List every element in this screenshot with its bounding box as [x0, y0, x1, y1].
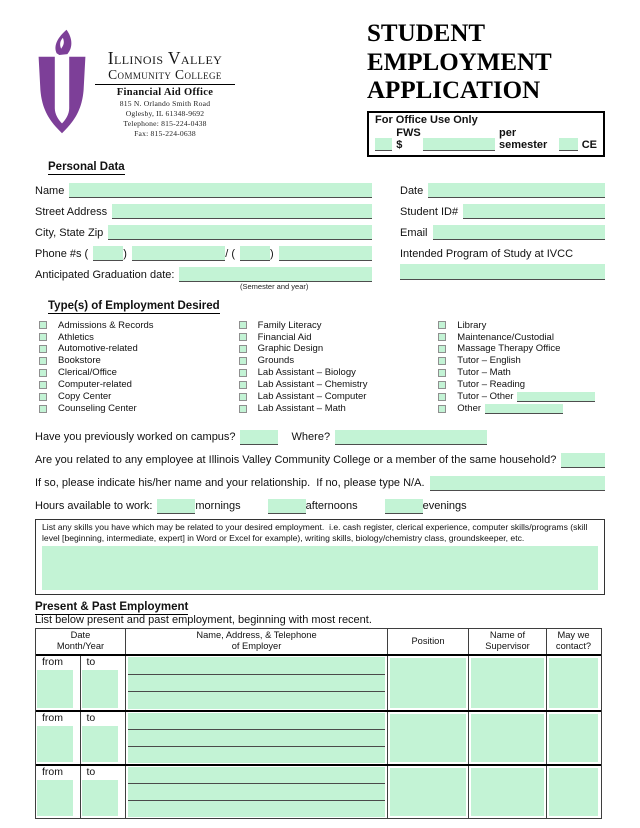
checkbox-icon[interactable] — [239, 381, 247, 389]
to-date-field[interactable] — [82, 726, 119, 762]
graduation-date-label: Anticipated Graduation date: — [35, 268, 175, 281]
employer-info-field[interactable] — [128, 800, 385, 817]
supervisor-field[interactable] — [471, 768, 544, 816]
mornings-field[interactable] — [157, 499, 195, 514]
employment-type-label: Automotive-related — [58, 343, 138, 355]
date-cell — [36, 712, 126, 764]
employment-type-item — [239, 355, 439, 367]
employer-info-field[interactable] — [128, 713, 385, 729]
from-date-field[interactable] — [37, 726, 73, 762]
personal-data-heading: Personal Data — [48, 160, 125, 173]
employment-history-table — [35, 628, 602, 819]
checkbox-icon[interactable] — [239, 333, 247, 341]
supervisor-cell — [469, 656, 547, 710]
checkbox-icon[interactable] — [239, 357, 247, 365]
employment-type-item — [438, 343, 605, 355]
relationship-text: If so, please indicate his/her name and your relationship. If no, please type N/A. — [35, 476, 425, 489]
fws-amount-field[interactable] — [423, 138, 495, 151]
employment-type-item — [239, 403, 439, 415]
evenings-field[interactable] — [385, 499, 423, 514]
employment-type-label: Athletics — [58, 331, 94, 343]
column-header — [547, 629, 600, 654]
employer-cell — [126, 656, 388, 710]
graduation-date-field[interactable] — [179, 267, 372, 282]
position-cell — [388, 656, 469, 710]
name-field[interactable] — [69, 183, 372, 198]
position-field[interactable] — [390, 768, 466, 816]
where-field[interactable] — [335, 430, 487, 445]
personal-data-section — [35, 161, 605, 293]
employment-type-label: Family Literacy — [257, 319, 322, 331]
employment-type-label: Maintenance/Custodial — [457, 331, 554, 343]
checkbox-icon[interactable] — [39, 381, 47, 389]
employment-type-item — [438, 367, 605, 379]
column-header-line2: Month/Year — [56, 641, 105, 652]
employment-type-item — [39, 403, 239, 415]
employment-type-column — [239, 320, 439, 415]
date-label: Date — [400, 184, 424, 197]
from-label: from — [42, 655, 63, 668]
ce-check-field[interactable] — [559, 138, 578, 151]
from-date-field[interactable] — [37, 670, 73, 708]
checkbox-icon[interactable] — [39, 345, 47, 353]
employment-type-item — [438, 391, 605, 403]
employment-type-item — [39, 379, 239, 391]
checkbox-icon[interactable] — [239, 321, 247, 329]
employment-type-label: Library — [457, 319, 487, 331]
employment-type-label: Lab Assistant – Biology — [257, 367, 356, 379]
employment-type-item — [239, 367, 439, 379]
date-subcell — [36, 712, 81, 764]
page-header — [35, 20, 605, 157]
employment-types-section — [35, 300, 605, 415]
phone2-number-field[interactable] — [279, 246, 372, 261]
employment-type-label: Counseling Center — [58, 402, 137, 414]
contact-field[interactable] — [549, 768, 598, 816]
employment-type-label: Tutor – Math — [457, 367, 511, 379]
checkbox-icon[interactable] — [438, 333, 446, 341]
from-label: from — [42, 765, 63, 778]
fws-label: FWS $ — [396, 126, 421, 151]
checkbox-icon[interactable] — [239, 393, 247, 401]
phone1-area-code-field[interactable] — [93, 246, 123, 261]
checkbox-icon[interactable] — [39, 321, 47, 329]
employment-type-label: Graphic Design — [257, 343, 324, 355]
employer-cell — [126, 766, 388, 818]
employment-type-item — [39, 331, 239, 343]
employment-row — [36, 656, 601, 710]
checkbox-icon[interactable] — [39, 333, 47, 341]
employment-type-item — [39, 391, 239, 403]
evenings-label: evenings — [422, 499, 467, 512]
address-line3: Telephone: 815-224-0438 — [123, 118, 207, 128]
phone-paren2: ) — [270, 247, 274, 260]
employer-info-field[interactable] — [128, 767, 385, 783]
date-subcell — [81, 766, 126, 818]
address-line4: Fax: 815-224-0638 — [134, 128, 196, 138]
address-line2: Oglesby, IL 61348-9692 — [125, 108, 205, 118]
checkbox-icon[interactable] — [438, 369, 446, 377]
employment-type-item — [438, 379, 605, 391]
employment-type-item — [239, 379, 439, 391]
employment-type-label: Tutor – Other — [457, 391, 514, 403]
contact-cell — [547, 766, 600, 818]
column-header — [388, 629, 469, 654]
column-header-line2: contact? — [555, 641, 592, 652]
column-header-line1: Position — [411, 635, 445, 646]
employment-type-item — [438, 355, 605, 367]
employment-type-item — [39, 355, 239, 367]
date-subcell — [36, 656, 81, 710]
phone1-number-field[interactable] — [132, 246, 225, 261]
employment-type-item — [438, 403, 605, 415]
employment-type-item — [239, 343, 439, 355]
employment-type-label: Copy Center — [58, 391, 112, 403]
position-cell — [388, 712, 469, 764]
checkbox-icon[interactable] — [39, 405, 47, 413]
program-of-study-label: Intended Program of Study at IVCC — [400, 247, 574, 260]
table-body — [36, 656, 601, 818]
checkbox-icon[interactable] — [438, 405, 446, 413]
supervisor-field[interactable] — [471, 714, 544, 762]
relationship-field[interactable] — [430, 476, 605, 491]
college-name-block — [95, 28, 235, 157]
student-id-field[interactable] — [463, 204, 605, 219]
student-id-label: Student ID# — [400, 205, 459, 218]
phone2-area-code-field[interactable] — [240, 246, 270, 261]
column-header — [469, 629, 547, 654]
where-label: Where? — [291, 430, 331, 443]
employment-type-label: Grounds — [257, 355, 295, 367]
employment-type-column — [438, 320, 605, 415]
hours-available-question — [35, 491, 605, 514]
phone-separator: / ( — [225, 247, 235, 260]
employment-type-item — [239, 391, 439, 403]
employment-type-other-field[interactable] — [517, 392, 595, 402]
previous-campus-question — [35, 422, 605, 445]
to-label: to — [86, 655, 96, 668]
employment-type-label: Computer-related — [58, 379, 132, 391]
employment-type-item — [239, 320, 439, 332]
relationship-question — [35, 468, 605, 491]
employer-info-field[interactable] — [128, 657, 385, 674]
employment-type-column — [39, 320, 239, 415]
column-header-line2: Supervisor — [485, 641, 530, 652]
employment-type-other-field[interactable] — [485, 404, 563, 414]
title-block — [367, 20, 605, 157]
department-name: Financial Aid Office — [116, 86, 214, 98]
from-label: from — [42, 711, 63, 724]
to-label: to — [86, 711, 96, 724]
employment-type-item — [39, 320, 239, 332]
skills-box — [35, 519, 605, 595]
street-address-label: Street Address — [35, 205, 108, 218]
checkbox-icon[interactable] — [39, 393, 47, 401]
college-name-line1: Illinois Valley — [107, 48, 223, 68]
afternoons-field[interactable] — [268, 499, 306, 514]
employer-info-field[interactable] — [128, 783, 385, 800]
contact-field[interactable] — [549, 714, 598, 762]
to-date-field[interactable] — [82, 670, 119, 708]
column-header — [126, 629, 388, 654]
column-header-line1: May we — [557, 629, 590, 640]
employment-type-label: Bookstore — [58, 355, 101, 367]
checkbox-icon[interactable] — [239, 345, 247, 353]
questions-section — [35, 422, 605, 514]
email-label: Email — [400, 226, 428, 239]
date-subcell — [81, 712, 126, 764]
related-employee-field[interactable] — [561, 453, 605, 468]
employment-type-label: Other — [457, 402, 482, 414]
mornings-label: mornings — [195, 499, 241, 512]
semester-year-note: (Semester and year) — [240, 281, 309, 291]
date-subcell — [81, 656, 126, 710]
employment-history-section — [35, 601, 605, 819]
date-cell — [36, 766, 126, 818]
employment-row — [36, 764, 601, 818]
employment-row — [36, 710, 601, 764]
form-title: STUDENT EMPLOYMENT APPLICATION — [367, 20, 552, 104]
employment-type-label: Financial Aid — [257, 331, 312, 343]
related-employee-question — [35, 445, 605, 468]
column-header-line1: Name, Address, & Telephone — [196, 629, 317, 640]
checkbox-icon[interactable] — [438, 321, 446, 329]
phone-row — [35, 240, 372, 261]
related-employee-text: Are you related to any employee at Illinois Valley Community College or a member of the same household? — [35, 453, 557, 466]
employment-type-item — [39, 343, 239, 355]
previous-campus-text: Have you previously worked on campus? — [35, 430, 236, 443]
employment-type-label: Lab Assistant – Math — [257, 402, 346, 414]
employment-types-heading: Type(s) of Employment Desired — [48, 299, 220, 312]
employment-type-item — [239, 331, 439, 343]
employment-type-label: Tutor – English — [457, 355, 521, 367]
street-address-field[interactable] — [112, 204, 372, 219]
employment-type-label: Lab Assistant – Chemistry — [257, 379, 368, 391]
college-name-line2: Community College — [95, 68, 235, 85]
previous-campus-field[interactable] — [240, 430, 278, 445]
employment-history-subtitle: List below present and past employment, beginning with most recent. — [35, 613, 372, 626]
position-field[interactable] — [390, 658, 466, 708]
employment-type-item — [438, 331, 605, 343]
afternoons-label: afternoons — [305, 499, 358, 512]
supervisor-cell — [469, 712, 547, 764]
program-of-study-field[interactable] — [400, 264, 605, 280]
employment-history-heading: Present & Past Employment — [35, 600, 189, 613]
skills-input-area[interactable] — [42, 546, 598, 590]
from-date-field[interactable] — [37, 780, 73, 816]
checkbox-icon[interactable] — [438, 393, 446, 401]
email-field[interactable] — [433, 225, 605, 240]
contact-cell — [547, 712, 600, 764]
to-label: to — [86, 765, 96, 778]
position-cell — [388, 766, 469, 818]
office-use-check-field[interactable] — [375, 138, 392, 151]
employment-type-columns — [35, 320, 605, 415]
checkbox-icon[interactable] — [239, 369, 247, 377]
contact-cell — [547, 656, 600, 710]
position-field[interactable] — [390, 714, 466, 762]
date-field[interactable] — [428, 183, 605, 198]
shield-torch-icon — [35, 28, 89, 136]
ce-label: CE — [581, 138, 597, 151]
employment-type-label: Tutor – Reading — [457, 379, 526, 391]
office-use-line — [375, 127, 597, 151]
column-header — [36, 629, 126, 654]
supervisor-cell — [469, 766, 547, 818]
office-use-box — [367, 111, 605, 157]
city-state-zip-field[interactable] — [108, 225, 372, 240]
employer-info-field[interactable] — [128, 691, 385, 709]
employment-type-label: Massage Therapy Office — [457, 343, 561, 355]
checkbox-icon[interactable] — [239, 405, 247, 413]
checkbox-icon[interactable] — [438, 381, 446, 389]
table-header-row — [36, 629, 601, 656]
date-subcell — [36, 766, 81, 818]
employer-info-field[interactable] — [128, 729, 385, 746]
employer-info-field[interactable] — [128, 674, 385, 692]
employer-cell — [126, 712, 388, 764]
name-label: Name — [35, 184, 65, 197]
per-semester-label: per semester — [499, 126, 548, 151]
column-header-line1: Date — [70, 629, 91, 640]
date-cell — [36, 656, 126, 710]
contact-field[interactable] — [549, 658, 598, 708]
checkbox-icon[interactable] — [438, 357, 446, 365]
employment-type-label: Admissions & Records — [58, 319, 154, 331]
to-date-field[interactable] — [82, 780, 119, 816]
phone-paren1: ) — [123, 247, 127, 260]
employment-type-label: Clerical/Office — [58, 367, 117, 379]
employment-type-item — [39, 367, 239, 379]
checkbox-icon[interactable] — [39, 369, 47, 377]
column-header-line1: Name of — [489, 629, 526, 640]
office-use-heading: For Office Use Only — [375, 113, 478, 126]
employment-type-item — [438, 320, 605, 332]
employment-type-label: Lab Assistant – Computer — [257, 391, 367, 403]
column-header-line2: of Employer — [231, 641, 282, 652]
checkbox-icon[interactable] — [438, 345, 446, 353]
skills-instructions: List any skills you have which may be related to your desired employment. i.e. cash register, clerical experience, computer skills/programs (skill level [beginning, intermediate, expert] in Word or Excel for example), writing skills, biology/chemistry class, groundskeeper, etc. — [42, 521, 590, 543]
college-logo — [35, 20, 367, 157]
supervisor-field[interactable] — [471, 658, 544, 708]
address-line1: 815 N. Orlando Smith Road — [119, 98, 211, 108]
checkbox-icon[interactable] — [39, 357, 47, 365]
city-state-zip-label: City, State Zip — [35, 226, 104, 239]
hours-available-text: Hours available to work: — [35, 499, 153, 512]
phone-label: Phone #s ( — [35, 247, 89, 260]
employer-info-field[interactable] — [128, 746, 385, 763]
